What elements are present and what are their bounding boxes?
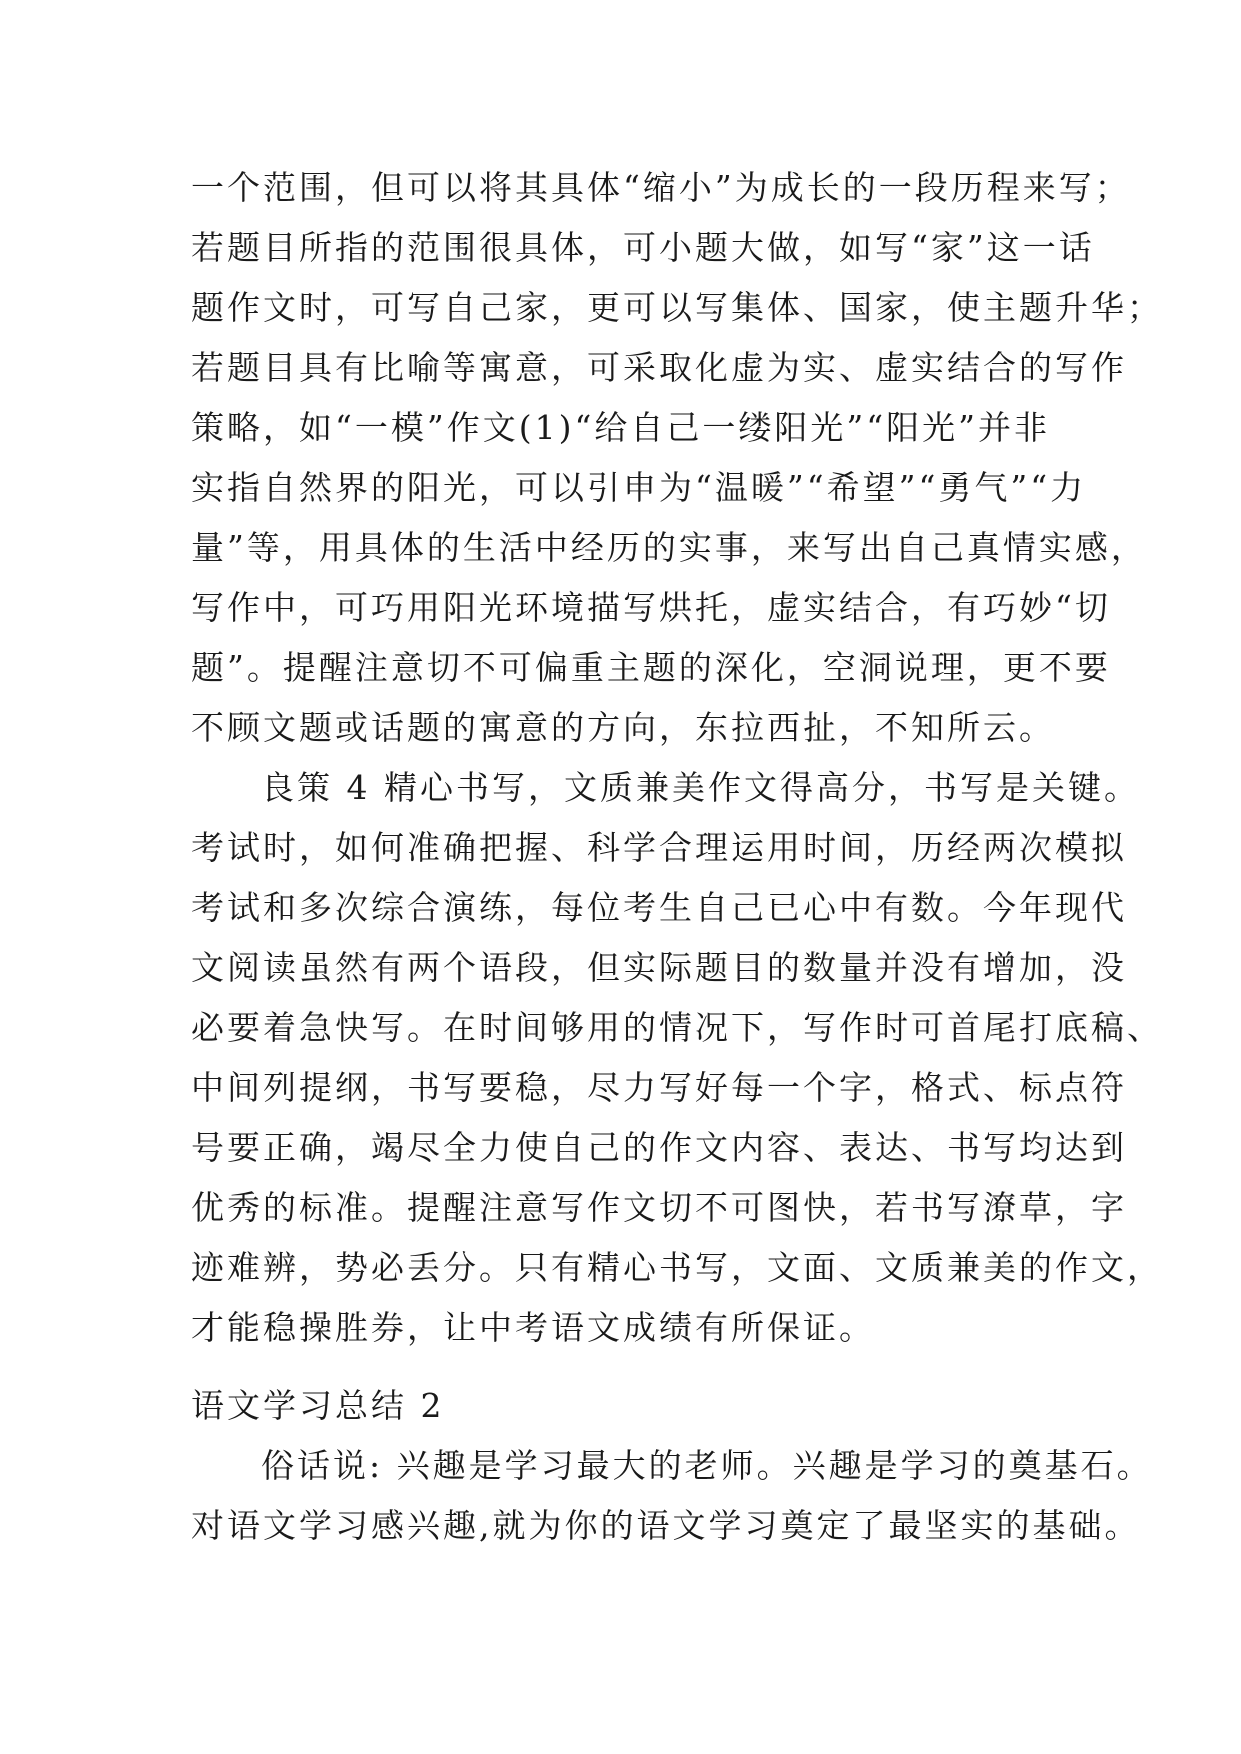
text-line: 优秀的标准。提醒注意写作文切不可图快，若书写潦草，字: [191, 1188, 1127, 1227]
text-line: 良策 4 精心书写，文质兼美作文得高分，书写是关键。: [261, 768, 1140, 807]
text-line: 考试和多次综合演练，每位考生自己已心中有数。今年现代: [191, 888, 1127, 927]
section-heading: 语文学习总结 2: [191, 1386, 445, 1425]
text-line: 才能稳操胜券，让中考语文成绩有所保证。: [191, 1308, 875, 1347]
text-line: 写作中，可巧用阳光环境描写烘托，虚实结合，有巧妙“切: [191, 588, 1111, 627]
text-line: 题”。提醒注意切不可偏重主题的深化，空洞说理，更不要: [191, 648, 1111, 687]
paragraph-interest: [191, 1436, 1153, 1556]
text-line: 俗话说: 兴趣是学习最大的老师。兴趣是学习的奠基石。: [261, 1446, 1153, 1485]
paragraph-topic-scope: [191, 158, 1163, 758]
text-line: 中间列提纲，书写要稳，尽力写好每一个字，格式、标点符: [191, 1068, 1127, 1107]
body-text-upper: [191, 158, 1163, 1358]
paragraph-strategy-4: [191, 758, 1163, 1358]
text-line: 文阅读虽然有两个语段，但实际题目的数量并没有增加，没: [191, 948, 1127, 987]
text-line: 题作文时，可写自己家，更可以写集体、国家，使主题升华；: [191, 288, 1163, 327]
text-line: 实指自然界的阳光，可以引申为“温暖”“希望”“勇气”“力: [191, 468, 1087, 507]
text-line: 一个范围，但可以将其具体“缩小”为成长的一段历程来写；: [191, 168, 1131, 207]
text-line: 量”等，用具体的生活中经历的实事，来写出自己真情实感，: [191, 528, 1147, 567]
body-text-lower: [191, 1376, 1153, 1556]
text-line: 策略，如“一模”作文(1)“给自己一缕阳光”“阳光”并非: [191, 408, 1050, 447]
text-line: 必要着急快写。在时间够用的情况下，写作时可首尾打底稿、: [191, 1008, 1163, 1047]
text-line: 不顾文题或话题的寓意的方向，东拉西扯，不知所云。: [191, 708, 1055, 747]
text-line: 若题目所指的范围很具体，可小题大做，如写“家”这一话: [191, 228, 1095, 267]
text-line: 考试时，如何准确把握、科学合理运用时间，历经两次模拟: [191, 828, 1127, 867]
text-line: 对语文学习感兴趣,就为你的语文学习奠定了最坚实的基础。: [191, 1506, 1141, 1545]
text-line: 若题目具有比喻等寓意，可采取化虚为实、虚实结合的写作: [191, 348, 1127, 387]
text-line: 号要正确，竭尽全力使自己的作文内容、表达、书写均达到: [191, 1128, 1127, 1167]
text-line: 迹难辨，势必丢分。只有精心书写，文面、文质兼美的作文，: [191, 1248, 1163, 1287]
